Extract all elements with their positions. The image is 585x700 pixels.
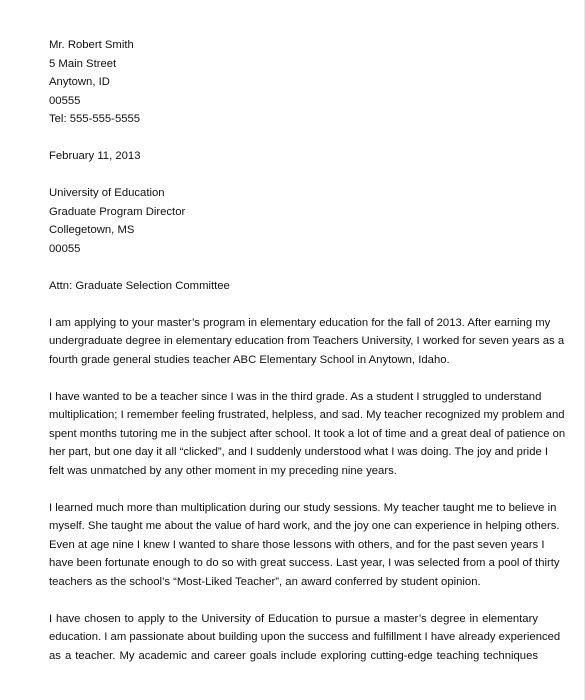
spacer — [49, 480, 538, 499]
recipient-city-state: Collegetown, MS — [49, 224, 135, 236]
paragraph-line: felt was unmatched by any other moment in my preceding nine years. — [49, 464, 397, 477]
paragraph-line: teachers as the school’s “Most-Liked Teacher”, an award conferred by student opinion. — [49, 575, 481, 588]
spacer — [49, 591, 538, 610]
spacer — [49, 369, 538, 388]
paragraph-line: education. I am passionate about building upon the success and fulfillment I have already experienced — [49, 631, 561, 643]
paragraph-line: fourth grade general studies teacher ABC Elementary School in Anytown, Idaho. — [49, 353, 450, 366]
attention-line: Attn: Graduate Selection Committee — [49, 279, 230, 292]
letter-date: February 11, 2013 — [49, 150, 141, 162]
sender-street: 5 Main Street — [49, 57, 117, 70]
paragraph-line: have been fortunate enough to do so with great success. Last year, I was selected from a pool of thirty — [49, 557, 560, 569]
paragraph-line: I have chosen to apply to the University of Education to pursue a master’s degree in elementary — [49, 612, 538, 625]
sender-name: Mr. Robert Smith — [49, 39, 134, 51]
spacer — [49, 295, 538, 314]
sender-zip: 00555 — [49, 94, 81, 107]
paragraph-2 — [49, 388, 566, 481]
spacer — [49, 166, 538, 185]
paragraph-line: I am applying to your master’s program in elementary education for the fall of 2013. After earning my — [49, 316, 551, 329]
paragraph-line: as a teacher. My academic and career goals include exploring cutting-edge teaching techniques — [49, 649, 538, 662]
paragraph-3 — [49, 499, 560, 592]
paragraph-line: her part, but one day it all “clicked”, and I suddenly understood what I was doing. The joy and pride I — [49, 446, 549, 458]
sender-city-state: Anytown, ID — [49, 76, 110, 88]
recipient-address — [49, 184, 538, 258]
spacer — [49, 129, 538, 148]
attention-line-block — [49, 277, 538, 296]
paragraph-line: multiplication; I remember feeling frustrated, helpless, and sad. My teacher recognized my problem and — [49, 409, 565, 421]
paragraph-4 — [49, 610, 561, 666]
paragraph-line: I have wanted to be a teacher since I was in the third grade. As a student I struggled to understand — [49, 390, 542, 403]
paragraph-1 — [49, 314, 565, 370]
recipient-zip: 00055 — [49, 242, 81, 255]
letter-body — [49, 36, 566, 665]
paragraph-line: undergraduate degree in elementary education from Teachers University, I worked for seven years as a — [49, 335, 565, 347]
letter-date-block — [49, 147, 538, 166]
paragraph-line: Even at age nine I knew I wanted to share those lessons with others, and for the past seven years I — [49, 538, 545, 551]
recipient-org: University of Education — [49, 187, 165, 199]
sender-phone: Tel: 555-555-5555 — [49, 113, 141, 125]
recipient-title: Graduate Program Director — [49, 205, 186, 218]
paragraph-line: myself. She taught me about the value of hard work, and the joy one can experience in helping others. — [49, 520, 560, 532]
paragraph-line: I learned much more than multiplication during our study sessions. My teacher taught me to believe in — [49, 501, 557, 514]
sender-address — [49, 36, 538, 129]
paragraph-line: spent months tutoring me in the subject after school. It took a lot of time and a great deal of patience on — [49, 427, 566, 440]
spacer — [49, 258, 538, 277]
